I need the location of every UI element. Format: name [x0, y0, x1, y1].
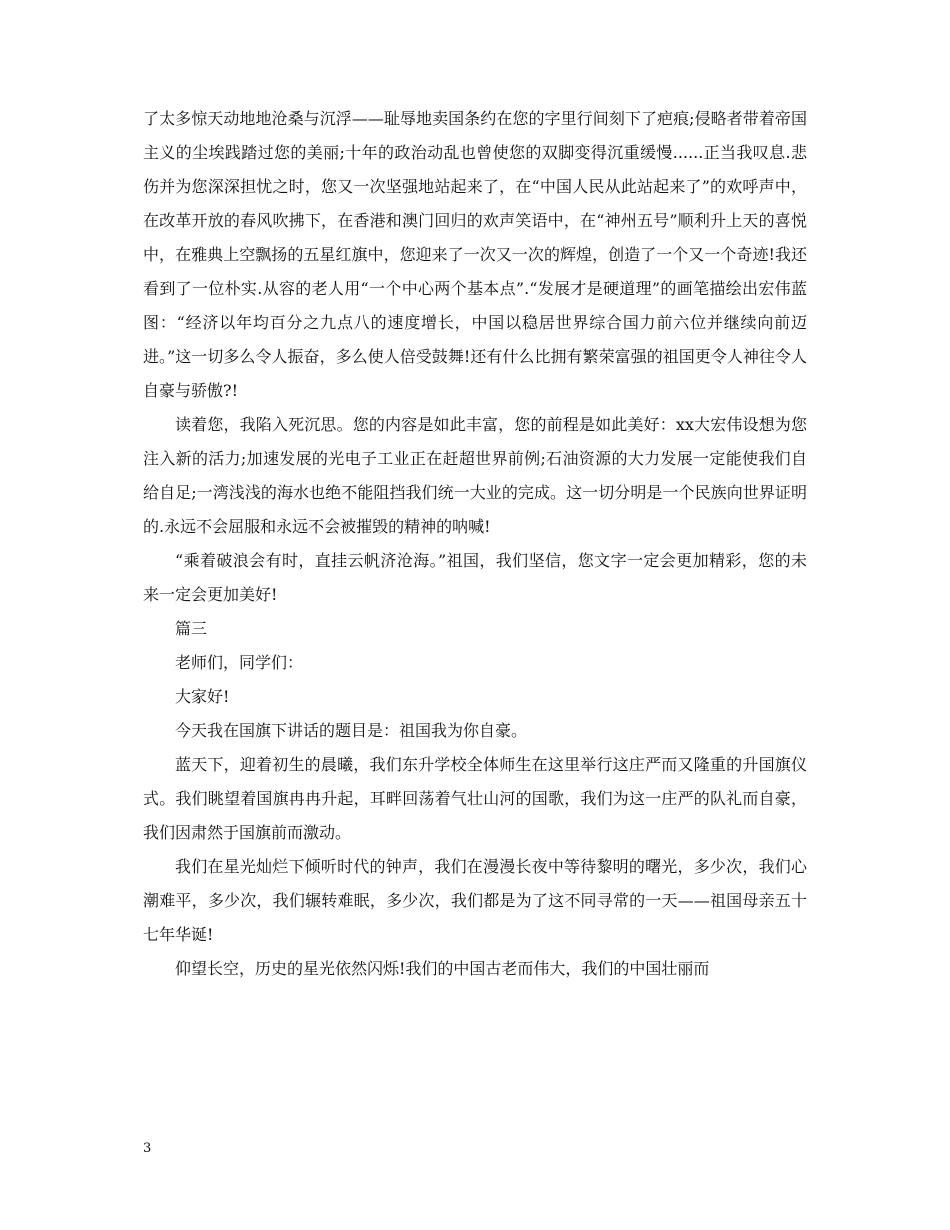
paragraph-9: 我们在星光灿烂下倾听时代的钟声，我们在漫漫长夜中等待黎明的曙光，多少次，我们心潮难平，多少次，我们辗转难眠，多少次，我们都是为了这不同寻常的一天——祖国母亲五十七年华诞! — [143, 857, 807, 944]
paragraph-10: 仰望长空，历史的星光依然闪烁!我们的中国古老而伟大，我们的中国壮丽而 — [175, 959, 710, 978]
greeting-line: 老师们，同学们： — [175, 653, 304, 672]
document-body — [143, 102, 807, 986]
paragraph-1: 了太多惊天动地地沧桑与沉浮——耻辱地卖国条约在您的字里行间刻下了疤痕;侵略者带着帝国主义的尘埃践踏过您的美丽;十年的政治动乱也曾使您的双脚变得沉重缓慢......正当我叹息.悲伤并为您深深担忧之时，您又一次坚强地站起来了，在“中国人民从此站起来了”的欢呼声中，在改革开放的春风吹拂下，在香港和澳门回归的欢声笑语中，在“神州五号”顺利升上天的喜悦中，在雅典上空飘扬的五星红旗中，您迎来了一次又一次的辉煌，创造了一个又一个奇迹!我还看到了一位朴实.从容的老人用“一个中心两个基本点”.“发展才是硬道理”的画笔描绘出宏伟蓝图：“经济以年均百分之九点八的速度增长，中国以稳居世界综合国力前六位并继续向前迈进。”这一切多么令人振奋，多么使人倍受鼓舞!还有什么比拥有繁荣富强的祖国更令人神往令人自豪与骄傲?! — [143, 109, 807, 400]
paragraph-2: 读着您，我陷入死沉思。您的内容是如此丰富，您的前程是如此美好：xx大宏伟设想为您注入新的活力;加速发展的光电子工业正在赶超世界前例;石油资源的大力发展一定能使我们自给自足;一湾浅浅的海水也绝不能阻挡我们统一大业的完成。这一切分明是一个民族向世界证明的.永远不会屈服和永远不会被摧毁的精神的呐喊! — [143, 415, 807, 536]
paragraph-3: “乘着破浪会有时，直挂云帆济沧海。”祖国，我们坚信，您文字一定会更加精彩，您的未来一定会更加美好! — [143, 551, 807, 604]
page-number: 3 — [143, 1141, 152, 1156]
section-heading: 篇三 — [175, 619, 208, 638]
speech-title-line: 今天我在国旗下讲话的题目是：祖国我为你自豪。 — [175, 721, 528, 740]
paragraph-8: 蓝天下，迎着初生的晨曦，我们东升学校全体师生在这里举行这庄严而又隆重的升国旗仪式。我们眺望着国旗冉冉升起，耳畔回荡着气壮山河的国歌，我们为这一庄严的队礼而自豪，我们因肃然于国旗前而激动。 — [143, 755, 807, 842]
salutation-line: 大家好! — [175, 687, 230, 706]
